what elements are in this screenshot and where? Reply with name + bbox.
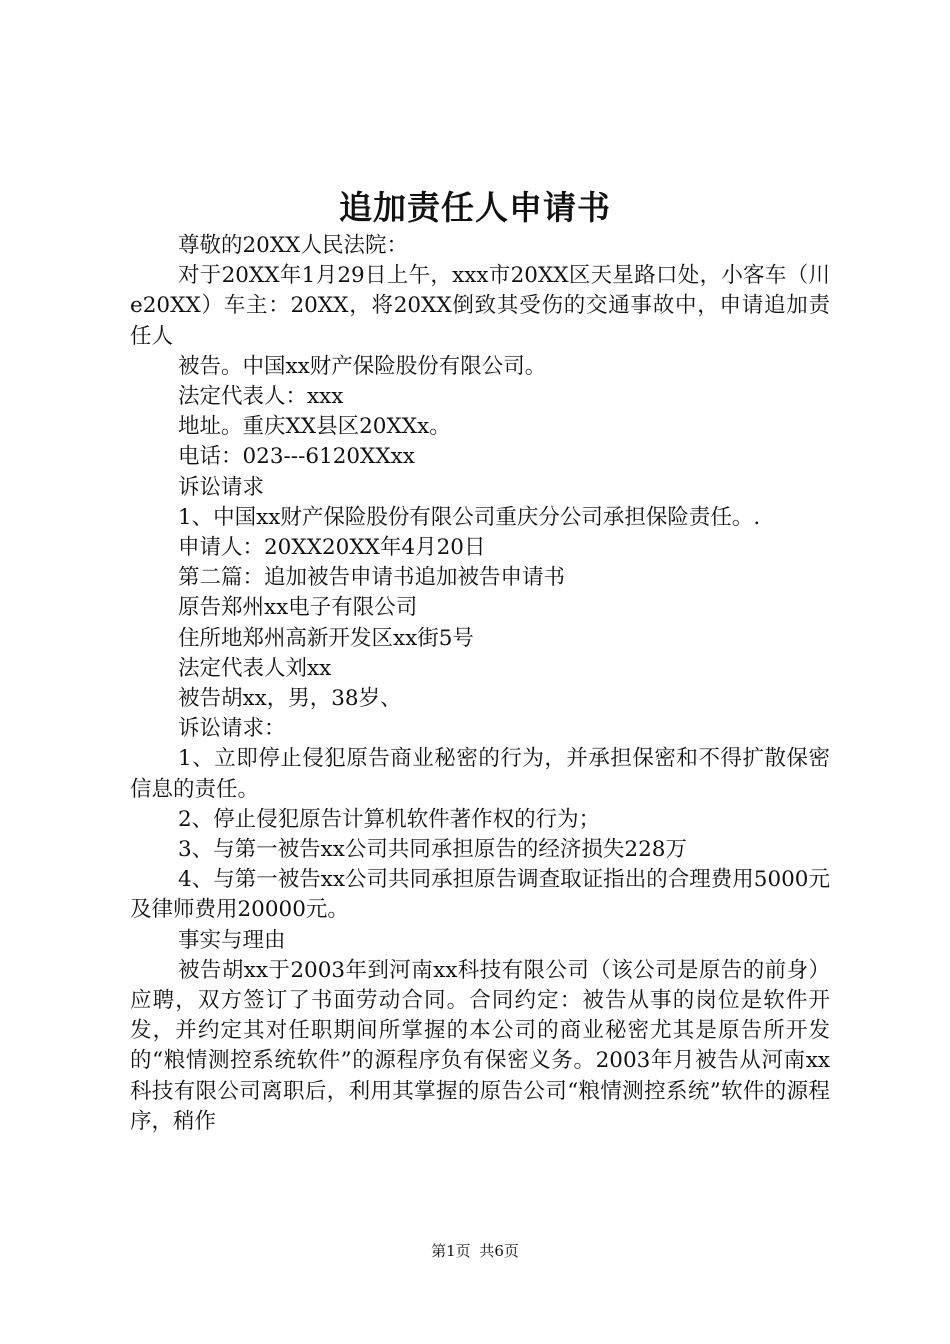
page-total: 共6页	[479, 1242, 519, 1260]
section-heading: 诉讼请求：	[178, 716, 286, 742]
paragraph: 3、与第一被告xx公司共同承担原告的经济损失228万	[178, 837, 687, 863]
section-heading: 事实与理由	[178, 927, 286, 953]
paragraph: 法定代表人刘xx	[178, 655, 332, 681]
document-title: 追加责任人申请书	[339, 188, 611, 227]
paragraph: 原告郑州xx电子有限公司	[178, 595, 418, 621]
section-heading: 诉讼请求	[178, 474, 265, 500]
paragraph: 2、停止侵犯原告计算机软件著作权的行为；	[178, 806, 601, 832]
page-footer	[0, 1240, 950, 1262]
paragraph: 被告。中国xx财产保险股份有限公司。	[178, 353, 547, 379]
paragraph: 对于20XX年1月29日上午，xxx市20XX区天星路口处，小客车（川e20XX）车主：20XX，将20XX倒致其受伤的交通事故中，申请追加责任人	[130, 263, 830, 349]
paragraph: 地址。重庆XX县区20XXx。	[178, 414, 451, 440]
salutation: 尊敬的20XX人民法院：	[178, 233, 408, 258]
document-body	[130, 231, 830, 1137]
paragraph: 法定代表人：xxx	[178, 384, 344, 410]
paragraph: 住所地郑州高新开发区xx街5号	[178, 625, 474, 651]
paragraph: 被告胡xx于2003年到河南xx科技有限公司（该公司是原告的前身）应聘，双方签订了书面劳动合同。合同约定：被告从事的岗位是软件开发，并约定其对任职期间所掌握的本公司的商业秘密尤其是原告所开发的“粮情测控系统软件”的源程序负有保密义务。2003年月被告从河南xx科技有限公司离职后，利用其掌握的原告公司“粮情测控系统”软件的源程序，稍作	[130, 957, 830, 1134]
page-number: 第1页	[431, 1242, 471, 1260]
paragraph: 被告胡xx，男，38岁、	[178, 686, 402, 712]
paragraph: 申请人：20XX20XX年4月20日	[178, 535, 486, 561]
paragraph: 1、中国xx财产保险股份有限公司重庆分公司承担保险责任。.	[178, 504, 761, 530]
paragraph: 电话：023---6120XXxx	[178, 444, 415, 470]
paragraph: 第二篇：追加被告申请书追加被告申请书	[178, 565, 566, 591]
paragraph: 4、与第一被告xx公司共同承担原告调查取证指出的合理费用5000元及律师费用20000元。	[130, 867, 830, 923]
paragraph: 1、立即停止侵犯原告商业秘密的行为，并承担保密和不得扩散保密信息的责任。	[130, 746, 830, 802]
